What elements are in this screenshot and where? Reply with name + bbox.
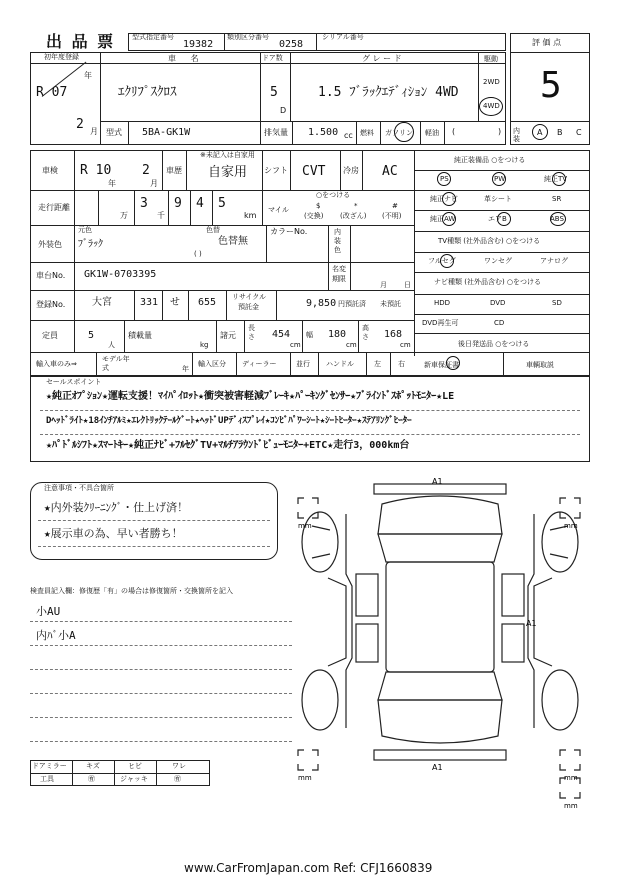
shift-label: シフト — [264, 166, 288, 175]
fuel-gasoline: ガソリン — [385, 129, 413, 137]
mileage-man: 万 — [120, 211, 128, 220]
load-label: 積載量 — [128, 331, 152, 340]
later-title: 後日発送品 ○をつける — [458, 340, 530, 348]
mileage-digit-4: 5 — [218, 196, 226, 211]
left-rear-window — [356, 624, 378, 662]
recycle-not: 未預託 — [380, 300, 401, 308]
right-mirror — [550, 526, 568, 558]
equip-abs: ABS — [550, 215, 564, 223]
equip-sr: SR — [552, 195, 562, 203]
serial-label: シリアル番号 — [322, 33, 364, 41]
equip-airbag: エアB — [488, 215, 507, 223]
model-label: 型式 — [106, 128, 122, 137]
tv-oneseg: ワンセグ — [484, 257, 512, 265]
mileage-digit-3: 4 — [196, 196, 204, 211]
legend-mirror: ドアミラー — [32, 762, 67, 770]
first-reg-label: 初年度登録 — [44, 53, 79, 61]
interior-opt-c: C — [576, 128, 582, 137]
equip-pw-circle — [492, 172, 506, 186]
doors-value: 5 — [270, 85, 278, 100]
mileage-opt-hash-sub: (不明) — [382, 212, 402, 220]
reg-place: 大宮 — [92, 297, 112, 308]
handle-left: 左 — [374, 360, 381, 368]
import-dealer: ディーラー — [242, 360, 277, 368]
tv-title: TV種類 (社外品含む) ○をつける — [438, 237, 541, 245]
equip-ps-circle — [437, 172, 451, 186]
corner-bracket-fl — [298, 498, 318, 518]
shift-value: CVT — [302, 164, 326, 179]
legend-scratch: キズ — [86, 762, 100, 770]
equip-tv-circle — [552, 172, 566, 186]
sales-label: セールスポイント — [46, 378, 102, 386]
car-name: ｴｸﾘﾌﾟｽｸﾛｽ — [118, 85, 177, 100]
ac-value: AC — [382, 164, 398, 179]
mm-rr: mm — [564, 774, 578, 782]
drive-2wd: 2WD — [483, 78, 500, 86]
windshield — [378, 534, 502, 562]
mileage-label: 走行距離 — [38, 203, 70, 212]
color-change-paren: ( ) — [194, 250, 202, 258]
legend-tools-yes: ㊒ — [88, 775, 95, 783]
interior-opt-a: A — [537, 128, 543, 137]
form-title: 出 品 票 — [46, 32, 116, 51]
height-value: 168 — [384, 329, 403, 340]
legend-break: ワレ — [172, 762, 186, 770]
left-side-panel — [346, 514, 352, 728]
mileage-opt-star-sub: (改ざん) — [340, 212, 367, 220]
fuel-bracket-close: ) — [498, 127, 502, 136]
grade-label: グ レ ー ド — [362, 54, 402, 63]
mark-top: A1 — [432, 477, 443, 486]
displacement-unit: cc — [344, 131, 353, 140]
doors-d: D — [280, 106, 287, 115]
equip-title: 純正装備品 ○をつける — [454, 156, 526, 164]
inspection-year-unit: 年 — [108, 179, 116, 188]
navi-cd: CD — [494, 319, 505, 327]
legend-tools: 工具 — [40, 775, 54, 783]
length-value: 454 — [272, 329, 291, 340]
tv-analog: アナログ — [540, 257, 568, 265]
deadline-day: 日 — [404, 281, 411, 289]
equip-tv: 純正TV — [544, 175, 568, 183]
drive-4wd-circle — [479, 97, 503, 116]
wheel-front-right — [542, 512, 578, 572]
model-value: 5BA-GK1W — [142, 127, 191, 138]
equip-pw: PW — [494, 175, 506, 183]
fuel-circle — [394, 122, 414, 142]
rear-window — [378, 672, 502, 700]
tv-fullseg: フルセグ — [428, 257, 456, 265]
interior-color-label: 内装色 — [334, 228, 341, 254]
legend-jack: ジャッキ — [120, 775, 148, 783]
type-number: 19382 — [183, 39, 214, 50]
navi-hdd: HDD — [434, 299, 451, 307]
class-number: 0258 — [279, 39, 304, 50]
reg-label: 登録No. — [36, 300, 66, 309]
height-label: 高さ — [362, 324, 369, 341]
notes-box — [30, 482, 278, 560]
first-reg-month-unit: 月 — [90, 127, 98, 136]
drive-label: 駆動 — [484, 55, 498, 63]
navi-sd: SD — [552, 299, 562, 307]
colorno-label: カラーNo. — [270, 227, 308, 236]
equip-navi-circle — [442, 192, 456, 206]
chassis-value: GK1W-0703395 — [84, 269, 157, 280]
legend-crack: ヒビ — [128, 762, 142, 770]
hood — [378, 496, 502, 534]
notes-label: 注意事項・不具合箇所 — [44, 484, 114, 492]
capacity-label: 定員 — [42, 331, 58, 340]
later-warranty-circle — [446, 356, 460, 370]
first-reg-year: R 07 — [36, 85, 68, 100]
mm-fl: mm — [298, 522, 312, 530]
mark-bottom: A1 — [432, 763, 443, 772]
recycle-deposit-label: 預託金 — [238, 303, 259, 311]
grade-value: 1.5 ﾌﾞﾗｯｸｴﾃﾞｨｼｮﾝ 4WD — [318, 85, 459, 100]
inspector-label: 検査員記入欄：修復歴「有」の場合は修復箇所・交換箇所を記入 — [30, 587, 233, 595]
mileage-opt-star: * — [354, 202, 358, 210]
legend-jack-yes: ㊒ — [174, 775, 181, 783]
displacement-label: 排気量 — [264, 128, 288, 137]
sales-line-2: Dﾍｯﾄﾞﾗｲﾄ★18ｲﾝﾁｱﾙﾐ★ｴﾚｸﾄﾘｯｸﾃｰﾙｹﾞｰﾄ★ﾍｯﾄﾞUPﾃﾞｨｽﾌﾟﾚｲ★ｺﾝﾋﾞﾊﾟﾜｰｼｰﾄ★ｼｰﾄﾋｰﾀｰ★ｽﾃｱﾘﾝｸﾞﾋｰﾀｰ — [46, 416, 412, 426]
import-class-label: 輸入区分 — [198, 360, 226, 368]
type-label: 型式指定番号 — [132, 33, 174, 41]
sales-line-1: ★純正ｵﾌﾟｼｮﾝ★運転支援！ﾏｲﾊﾟｲﾛｯﾄ★衝突被害軽減ﾌﾞﾚｰｷ★ﾊﾟｰｷﾝｸﾞｾﾝｻｰ★ﾌﾞﾗｲﾝﾄﾞｽﾎﾟｯﾄﾓﾆﾀｰ★LE — [46, 391, 455, 402]
length-unit: cm — [290, 341, 301, 349]
interior-score-label: 内装 — [513, 127, 520, 143]
cert-label: 諸元 — [220, 331, 236, 340]
mileage-note: ○をつける — [316, 191, 351, 199]
navi-title: ナビ種類 (社外品含む) ○をつける — [434, 278, 542, 286]
left-door-outline — [328, 578, 346, 666]
ac-label: 冷房 — [343, 166, 359, 175]
mileage-opt-dollar: $ — [316, 202, 321, 210]
tv-fullseg-circle — [440, 254, 454, 268]
inspection-value: R 10 — [80, 163, 112, 178]
mileage-opt-mile: マイル — [268, 206, 289, 214]
inspection-label: 車検 — [42, 166, 58, 175]
navi-dvd: DVD — [490, 299, 506, 307]
sales-line-3: ★ﾊﾟﾄﾞﾙｼﾌﾄ★ｽﾏｰﾄｷｰ★純正ﾅﾋﾞ+ﾌﾙｾｸﾞTV+ﾏﾙﾁｱﾗｳﾝﾄﾞﾋﾞｭｰﾓﾆﾀｰ+ETC★走行3，000km台 — [46, 440, 410, 451]
mileage-sen: 千 — [157, 211, 165, 220]
use-value: 自家用 — [208, 165, 248, 180]
equip-aw-circle — [442, 212, 456, 226]
length-label: 長さ — [248, 324, 255, 341]
roof — [386, 562, 494, 672]
deadline-label: 期限 — [332, 275, 346, 283]
trunk — [378, 700, 502, 743]
mileage-opt-hash: # — [392, 202, 398, 210]
mileage-digit-1: 3 — [140, 196, 148, 211]
mark-right: A1 — [526, 619, 537, 628]
corner-bracket-rl — [298, 750, 318, 770]
corner-bracket-fr — [560, 498, 580, 518]
import-parallel: 並行 — [296, 360, 310, 368]
orig-color-label: 元色 — [78, 226, 92, 234]
deadline-month: 月 — [380, 281, 387, 289]
right-front-window — [502, 574, 524, 616]
mileage-digit-2: 9 — [174, 196, 182, 211]
mm-rl: mm — [298, 774, 312, 782]
use-note: ※未記入は自家用 — [200, 151, 255, 159]
reg-kana: せ — [170, 297, 180, 308]
reg-number: 331 — [140, 297, 159, 308]
inspector-line-2: 内ﾊﾞ小A — [36, 629, 76, 642]
equip-navi: 純正ナビ — [430, 195, 458, 203]
use-label: 車歴 — [166, 166, 182, 175]
capacity-value: 5 — [88, 330, 95, 341]
right-door-outline — [534, 578, 552, 666]
drive-4wd: 4WD — [483, 102, 500, 110]
mm-fr: mm — [564, 522, 578, 530]
equip-ps: PS — [440, 175, 449, 183]
fuel-label: 燃料 — [360, 129, 374, 137]
footer-watermark: www.CarFromJapan.com Ref: CFJ1660839 — [184, 861, 433, 875]
class-label: 類別区分番号 — [227, 33, 269, 41]
capacity-unit: 人 — [108, 341, 115, 349]
wheel-front-left — [302, 512, 338, 572]
wheel-rear-right — [542, 670, 578, 730]
score-value: 5 — [540, 65, 562, 106]
displacement-value: 1.500 — [308, 127, 339, 138]
right-rear-window — [502, 624, 524, 662]
inspection-month: 2 — [142, 163, 150, 178]
name-change-label: 名変 — [332, 265, 346, 273]
left-front-window — [356, 574, 378, 616]
inspection-month-unit: 月 — [150, 179, 158, 188]
score-label: 評 価 点 — [532, 38, 562, 47]
inspector-line-1: 小AU — [36, 605, 61, 618]
color-value: ﾌﾞﾗｯｸ — [78, 239, 103, 250]
wheel-rear-left — [302, 670, 338, 730]
equip-leather: 革シート — [484, 195, 512, 203]
load-kg: kg — [200, 341, 209, 349]
model-year-label: モデル年式 — [102, 355, 130, 372]
model-year-unit: 年 — [182, 365, 189, 373]
equip-airbag-circle — [497, 212, 511, 226]
navi-dvd-play: DVD再生可 — [422, 319, 459, 327]
first-reg-year-unit: 年 — [84, 71, 92, 80]
width-label: 幅 — [306, 331, 313, 339]
reg-no: 655 — [198, 297, 217, 308]
rear-bumper — [374, 750, 506, 760]
equip-abs-circle — [550, 212, 566, 226]
width-value: 180 — [328, 329, 347, 340]
car-name-label: 車 名 — [168, 54, 205, 63]
interior-opt-b: B — [557, 128, 563, 137]
mileage-km: km — [244, 211, 257, 220]
chassis-label: 車台No. — [36, 271, 66, 280]
color-change-value: 色替無 — [218, 236, 248, 247]
handle-label: ハンドル — [326, 360, 354, 368]
interior-a-circle — [532, 124, 548, 140]
width-unit: cm — [346, 341, 357, 349]
color-change-label: 色替 — [206, 226, 220, 234]
recycle-label: リサイクル — [232, 293, 267, 301]
mm-extra: mm — [564, 802, 578, 810]
recycle-value: 9,850 — [306, 298, 337, 309]
color-label: 外装色 — [38, 240, 62, 249]
equip-aw: 純正AW — [430, 215, 456, 223]
notes-line-2: ★展示車の為、早い者勝ち！ — [44, 527, 183, 540]
fuel-diesel: 軽油 — [425, 129, 439, 137]
later-manual: 車輌取説 — [526, 361, 554, 369]
import-label: 輸入車のみ⇒ — [36, 360, 77, 368]
car-damage-diagram — [290, 474, 610, 814]
corner-bracket-rr — [560, 750, 580, 770]
doors-label: ドア数 — [262, 54, 283, 62]
mileage-opt-dollar-sub: (交換) — [304, 212, 324, 220]
later-warranty: 新車保証書 — [424, 361, 459, 369]
fuel-bracket-open: ( — [452, 127, 456, 136]
recycle-deposited: 円預託済 — [338, 300, 366, 308]
notes-line-1: ★内外装ｸﾘｰﾆﾝｸﾞ・仕上げ済！ — [44, 501, 189, 514]
height-unit: cm — [400, 341, 411, 349]
first-reg-month: 2 — [76, 117, 84, 132]
left-mirror — [312, 526, 330, 558]
handle-right: 右 — [398, 360, 405, 368]
